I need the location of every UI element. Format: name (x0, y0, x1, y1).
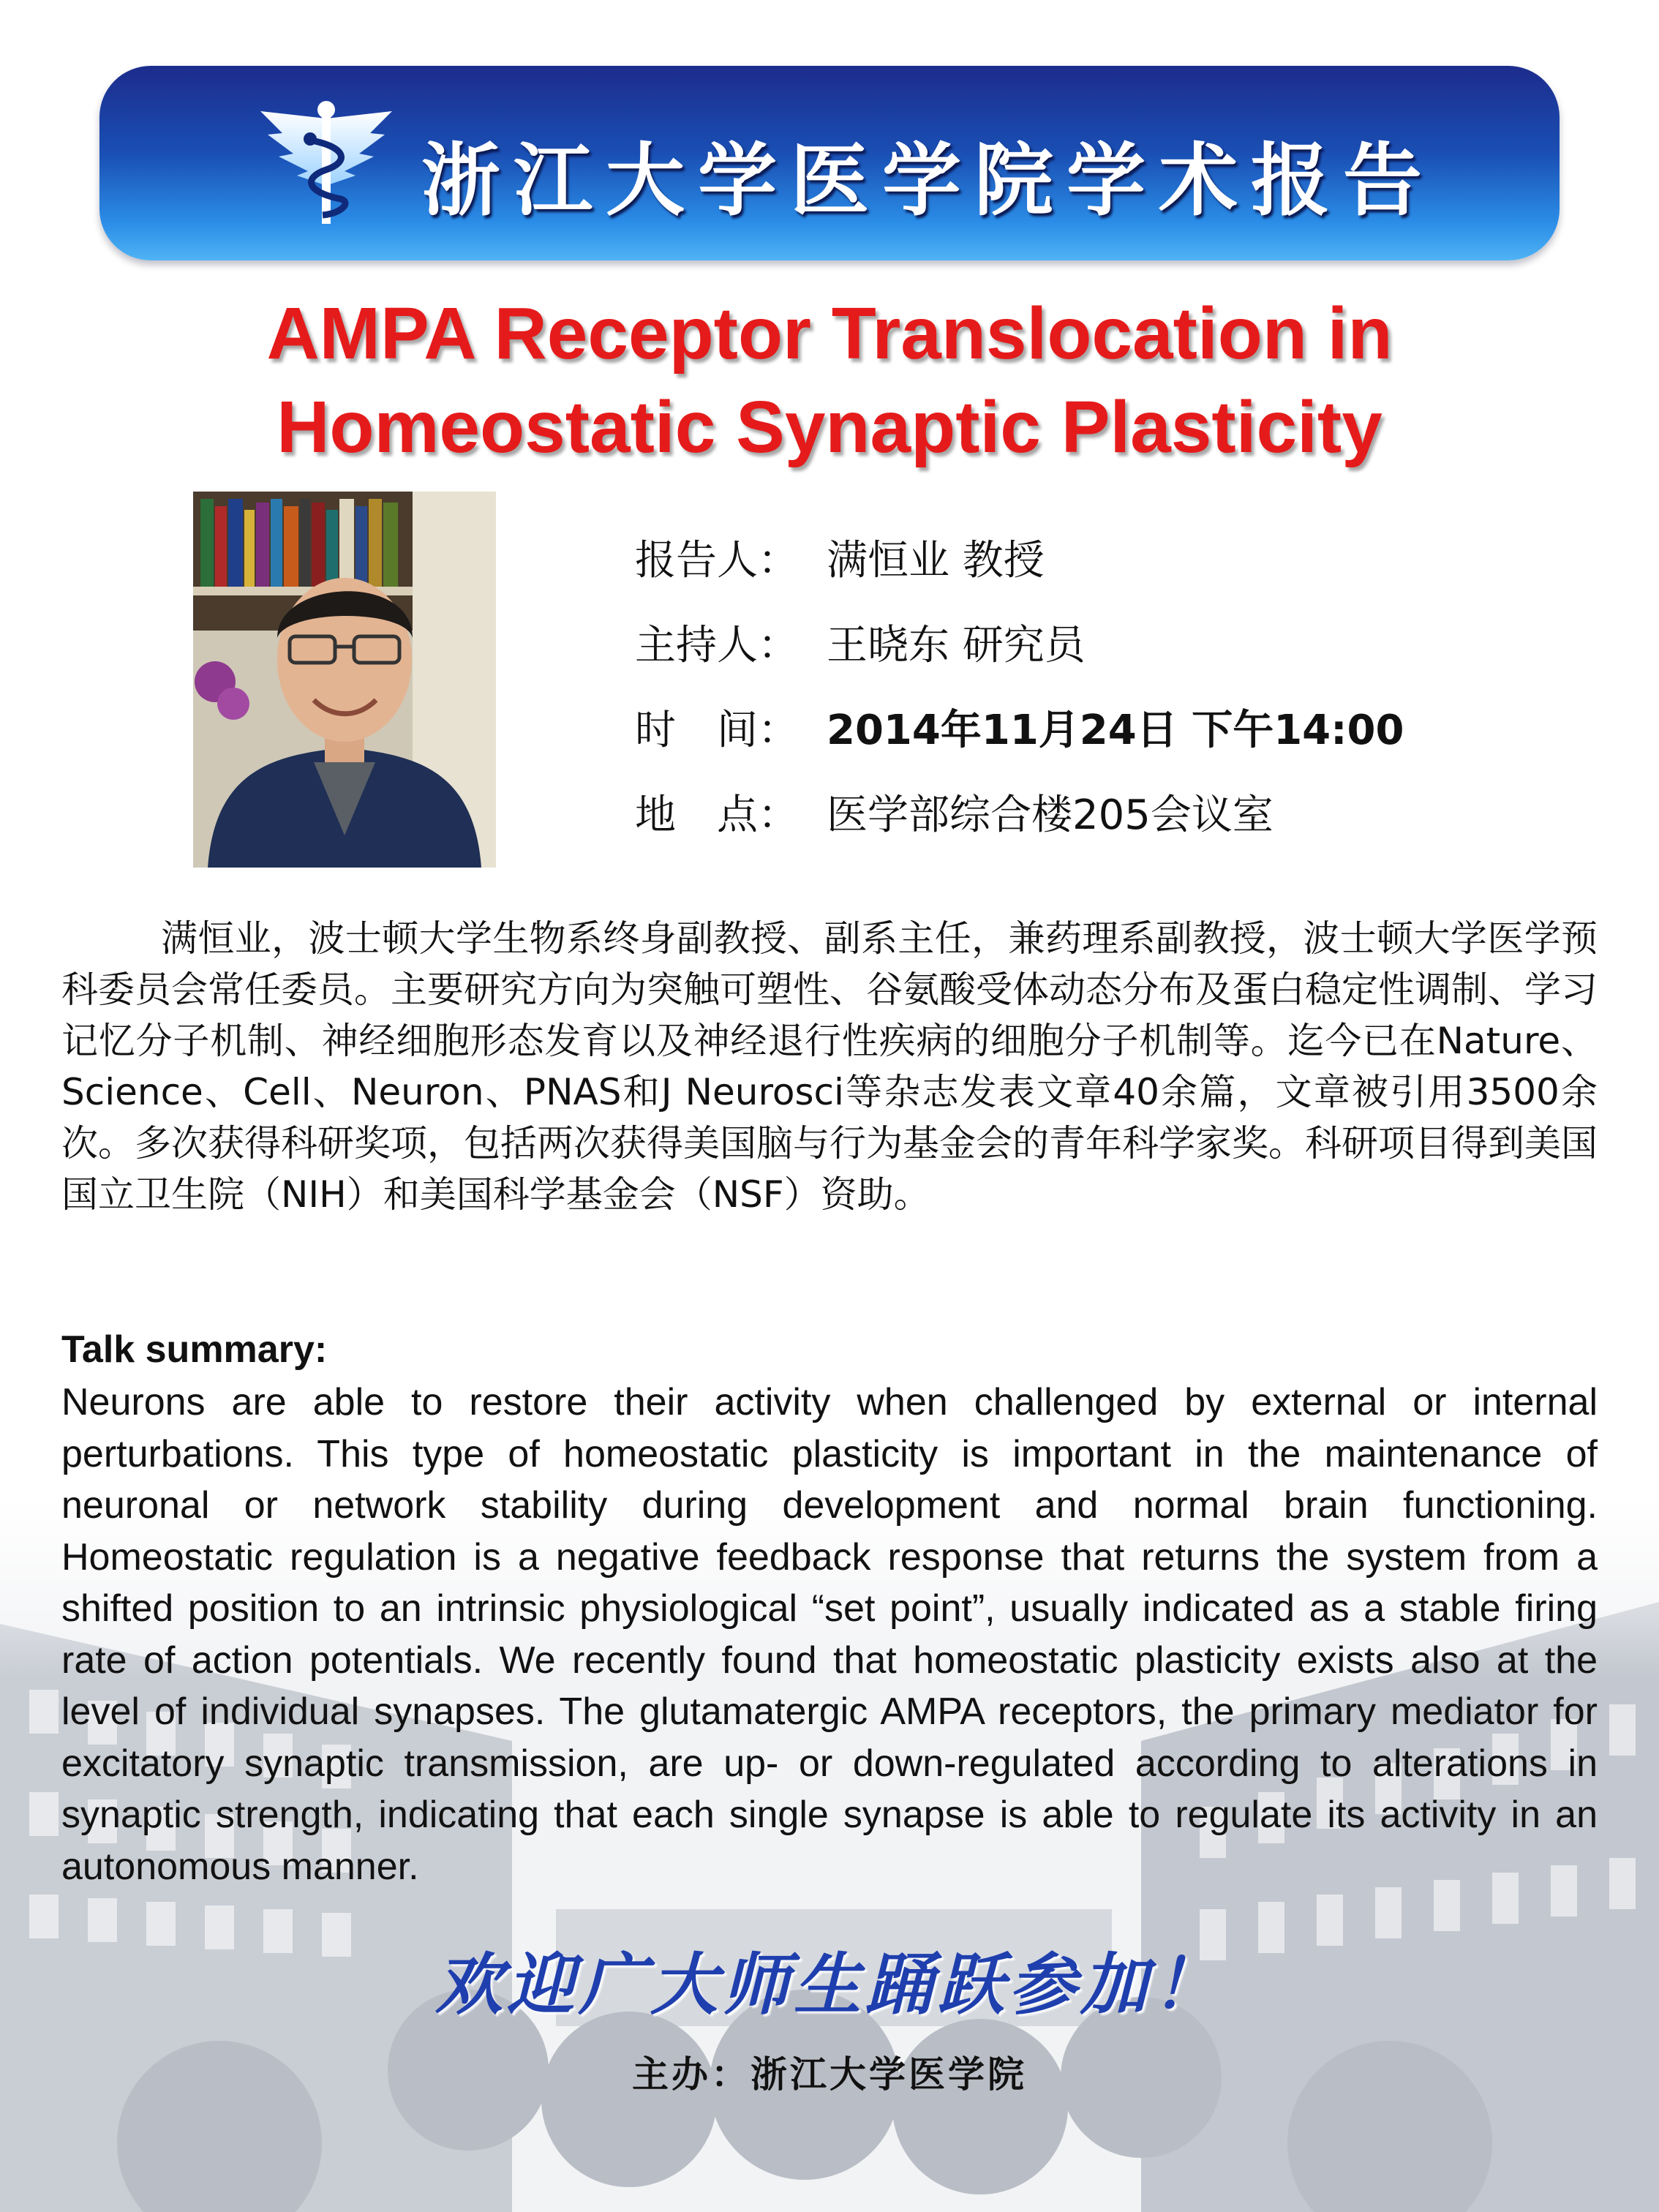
summary-heading: Talk summary: (61, 1328, 328, 1371)
header-title: 浙江大学医学院学术报告 (421, 135, 1436, 227)
info-label: 地 点： (635, 791, 799, 839)
talk-title-line-2: Homeostatic Synaptic Plasticity (276, 386, 1382, 468)
summary-text: Neurons are able to restore their activity when challenged by external or internal perturbations. This type of homeostatic plasticity is important in the maintenance of neuronal or network stability during development and normal brain functioning. Homeostatic regulation is a negative feedback response that returns the system from a shifted position to an intrinsic physiological “set point”, usually indicated as a stable firing rate of action potentials. We recently found that homeostatic plasticity exists also at the level of individual synapses. The glutamatergic AMPA receptors, the primary mediator for excitatory synaptic transmission, are up- or down-regulated according to alterations in synaptic strength, indicating that each single synapse is able to regulate its activity in an autonomous manner. (61, 1381, 1598, 1888)
info-host (635, 613, 1404, 698)
info-location (635, 783, 1404, 868)
info-label: 主持人： (635, 622, 799, 669)
info-value: 2014年11月24日 下午14:00 (827, 707, 1404, 754)
speaker-photo (193, 492, 496, 868)
caduceus-icon (253, 89, 399, 236)
info-value: 王晓东 研究员 (827, 622, 1086, 669)
info-value: 满恒业 教授 (827, 537, 1045, 584)
header-banner (99, 66, 1560, 260)
talk-title (0, 287, 1659, 474)
info-speaker (635, 528, 1404, 613)
info-time (635, 698, 1404, 783)
welcome-message: 欢迎广大师生踊跃参加！ (434, 1946, 1224, 2024)
info-label: 报告人： (635, 537, 799, 584)
info-value: 医学部综合楼205会议室 (827, 791, 1274, 839)
info-label: 时 间： (635, 707, 799, 754)
talk-info (635, 528, 1404, 868)
organizer: 主办：浙江大学医学院 (632, 2053, 1027, 2096)
speaker-bio: 满恒业，波士顿大学生物系终身副教授、副系主任，兼药理系副教授，波士顿大学医学预科委员会常任委员。主要研究方向为突触可塑性、谷氨酸受体动态分布及蛋白稳定性调制、学习记忆分子机制、神经细胞形态发育以及神经退行性疾病的细胞分子机制等。迄今已在Nature、Science、Cell、Neuron、PNAS和J Neurosci等杂志发表文章40余篇，文章被引用3500余次。多次获得科研奖项，包括两次获得美国脑与行为基金会的青年科学家奖。科研项目得到美国国立卫生院（NIH）和美国科学基金会（NSF）资助。 (61, 917, 1598, 1216)
talk-title-line-1: AMPA Receptor Translocation in (266, 293, 1393, 375)
